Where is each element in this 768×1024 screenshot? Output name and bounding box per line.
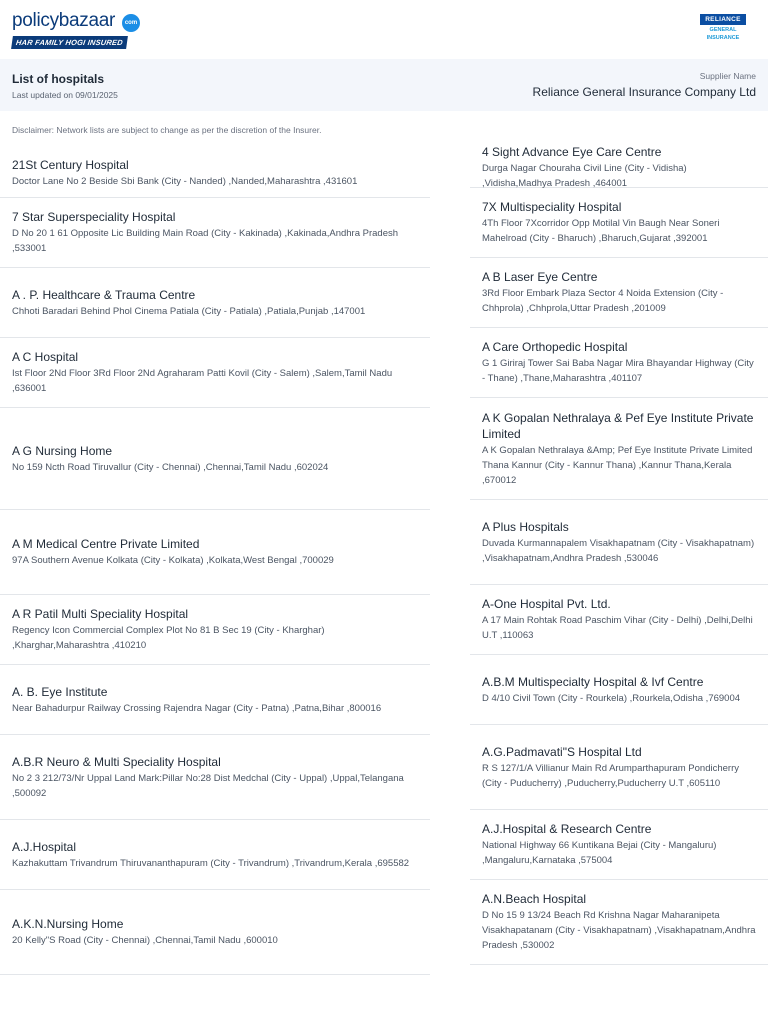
supplier-label: Supplier Name <box>699 71 756 81</box>
policybazaar-logo[interactable] <box>12 10 138 50</box>
hospital-name: A-One Hospital Pvt. Ltd. <box>482 597 611 611</box>
supplier-name: Reliance General Insurance Company Ltd <box>532 85 756 99</box>
hospital-list-item <box>0 408 430 510</box>
logo-tagline: HAR FAMILY HOGI INSURED <box>11 36 128 49</box>
reliance-logo <box>700 14 746 41</box>
hospital-address: D 4/10 Civil Town (City - Rourkela) ,Rourkela,Odisha ,769004 <box>482 692 741 704</box>
hospital-address: D No 20 1 61 Opposite Lic Building Main Road (City - Kakinada) ,Kakinada,Andhra Pradesh ,533001 <box>12 228 399 254</box>
hospital-name: A M Medical Centre Private Limited <box>12 537 200 551</box>
hospital-name: A.B.M Multispecialty Hospital & Ivf Centre <box>482 674 704 689</box>
page-title: List of hospitals <box>12 72 105 86</box>
logo-com-badge: com <box>122 14 140 32</box>
hospital-list-item <box>0 148 430 198</box>
hospital-list-item <box>0 268 430 338</box>
hospital-address: 4Th Floor 7Xcorridor Opp Motilal Vin Baugh Near Soneri Mahelroad (City - Bharuch) ,Bharuch,Gujarat ,392001 <box>482 218 720 244</box>
logo-wordmark: policybazaar <box>12 10 116 31</box>
hospital-name: A K Gopalan Nethralaya & Pef Eye Institute Private Limited <box>482 410 754 441</box>
hospital-list-item <box>470 188 768 258</box>
hospital-name: A.G.Padmavati"S Hospital Ltd <box>482 744 642 759</box>
hospital-list-item <box>470 398 768 500</box>
hospital-name: A B Laser Eye Centre <box>482 270 598 284</box>
reliance-logo-top: RELIANCE <box>700 14 746 25</box>
hospital-name: A.J.Hospital <box>12 839 77 854</box>
hospital-address: National Highway 66 Kuntikana Bejai (City - Mangaluru) ,Mangaluru,Karnataka ,575004 <box>482 840 717 866</box>
hospital-address: G 1 Giriraj Tower Sai Baba Nagar Mira Bhayandar Highway (City - Thane) ,Thane,Maharashtra ,401107 <box>482 358 754 384</box>
hospital-name: 21St Century Hospital <box>12 157 129 172</box>
hospital-name: A Care Orthopedic Hospital <box>482 340 628 354</box>
hospital-name: 4 Sight Advance Eye Care Centre <box>482 145 662 159</box>
hospital-address: Durga Nagar Chouraha Civil Line (City - Vidisha) ,Vidisha,Madhya Pradesh ,464001 <box>482 163 687 189</box>
hospital-list-item <box>470 585 768 655</box>
hospital-list-item <box>0 820 430 890</box>
hospital-name: A.J.Hospital & Research Centre <box>482 822 652 836</box>
hospital-address: Near Bahadurpur Railway Crossing Rajendra Nagar (City - Patna) ,Patna,Bihar ,800016 <box>12 702 382 714</box>
hospital-name: A R Patil Multi Speciality Hospital <box>12 607 189 621</box>
hospital-name: A.B.R Neuro & Multi Speciality Hospital <box>12 754 221 769</box>
hospital-address: Ist Floor 2Nd Floor 3Rd Floor 2Nd Agraharam Patti Kovil (City - Salem) ,Salem,Tamil Nadu ,636001 <box>12 368 393 394</box>
hospital-address: R S 127/1/A Villianur Main Rd Arumparthapuram Pondicherry (City - Puducherry) ,Puducherry,Puducherry U.T ,605110 <box>482 762 739 789</box>
hospital-list-item <box>0 510 430 595</box>
hospital-address: Chhoti Baradari Behind Phol Cinema Patiala (City - Patiala) ,Patiala,Punjab ,147001 <box>12 305 366 317</box>
hospital-address: Kazhakuttam Trivandrum Thiruvananthapuram (City - Trivandrum) ,Trivandrum,Kerala ,695582 <box>12 857 410 869</box>
disclaimer: Disclaimer: Network lists are subject to change as per the discretion of the Insurer. <box>12 125 322 135</box>
hospital-address: A 17 Main Rohtak Road Paschim Vihar (City - Delhi) ,Delhi,Delhi U.T ,110063 <box>482 615 753 641</box>
hospital-address: No 2 3 212/73/Nr Uppal Land Mark:Pillar No:28 Dist Medchal (City - Uppal) ,Uppal,Telangana ,500092 <box>12 772 404 799</box>
hospital-address: A K Gopalan Nethralaya &Amp; Pef Eye Institute Private Limited Thana Kannur (City - Kannur Thana) ,Kannur Thana,Kerala ,670012 <box>482 444 753 486</box>
hospital-list-left <box>0 148 430 975</box>
hospital-list-item <box>470 810 768 880</box>
hospital-list-item <box>0 890 430 975</box>
hospital-address: Duvada Kurmannapalem Visakhapatnam (City - Visakhapatnam) ,Visakhapatnam,Andhra Pradesh ,530046 <box>482 537 755 564</box>
hospital-address: 3Rd Floor Embark Plaza Sector 4 Noida Extension (City - Chhprola) ,Chhprola,Uttar Pradesh ,201009 <box>482 288 724 314</box>
hospital-name: 7X Multispeciality Hospital <box>482 200 622 214</box>
reliance-logo-line1: GENERAL <box>709 27 737 33</box>
hospital-address: No 159 Ncth Road Tiruvallur (City - Chennai) ,Chennai,Tamil Nadu ,602024 <box>12 461 329 473</box>
info-band <box>0 59 768 111</box>
hospital-list-item <box>470 880 768 965</box>
page-header <box>0 0 768 58</box>
hospital-list-right <box>470 145 768 965</box>
hospital-list-item <box>470 725 768 810</box>
hospital-address: D No 15 9 13/24 Beach Rd Krishna Nagar Maharanipeta Visakhapatanam (City - Visakhapatnam) ,Visakhapatnam,Andhra Pradesh ,530002 <box>482 910 756 951</box>
hospital-address: Regency Icon Commercial Complex Plot No 81 B Sec 19 (City - Kharghar) ,Kharghar,Maharashtra ,410210 <box>12 625 325 651</box>
hospital-list-item <box>0 338 430 408</box>
hospital-list-item <box>470 655 768 725</box>
hospital-name: A . P. Healthcare & Trauma Centre <box>12 287 196 302</box>
hospital-list-item <box>470 258 768 328</box>
reliance-logo-line2: INSURANCE <box>706 35 740 41</box>
hospital-name: A.K.N.Nursing Home <box>12 917 124 931</box>
hospital-address: Doctor Lane No 2 Beside Sbi Bank (City - Nanded) ,Nanded,Maharashtra ,431601 <box>12 175 358 187</box>
hospital-list-item <box>0 735 430 820</box>
hospital-list-item <box>470 145 768 189</box>
last-updated: Last updated on 09/01/2025 <box>12 90 118 100</box>
hospital-list-item <box>0 665 430 735</box>
hospital-list-item <box>470 328 768 398</box>
hospital-address: 20 Kelly"S Road (City - Chennai) ,Chennai,Tamil Nadu ,600010 <box>12 935 278 946</box>
hospital-name: A.N.Beach Hospital <box>482 892 587 906</box>
hospital-name: A C Hospital <box>12 350 79 364</box>
hospital-name: A G Nursing Home <box>12 443 113 458</box>
hospital-list-item <box>0 595 430 665</box>
hospital-list-item <box>0 198 430 268</box>
hospital-name: 7 Star Superspeciality Hospital <box>12 210 176 224</box>
hospital-address: 97A Southern Avenue Kolkata (City - Kolkata) ,Kolkata,West Bengal ,700029 <box>12 555 334 566</box>
hospital-list-item <box>470 500 768 585</box>
hospital-name: A. B. Eye Institute <box>12 684 108 699</box>
hospital-name: A Plus Hospitals <box>482 519 569 534</box>
